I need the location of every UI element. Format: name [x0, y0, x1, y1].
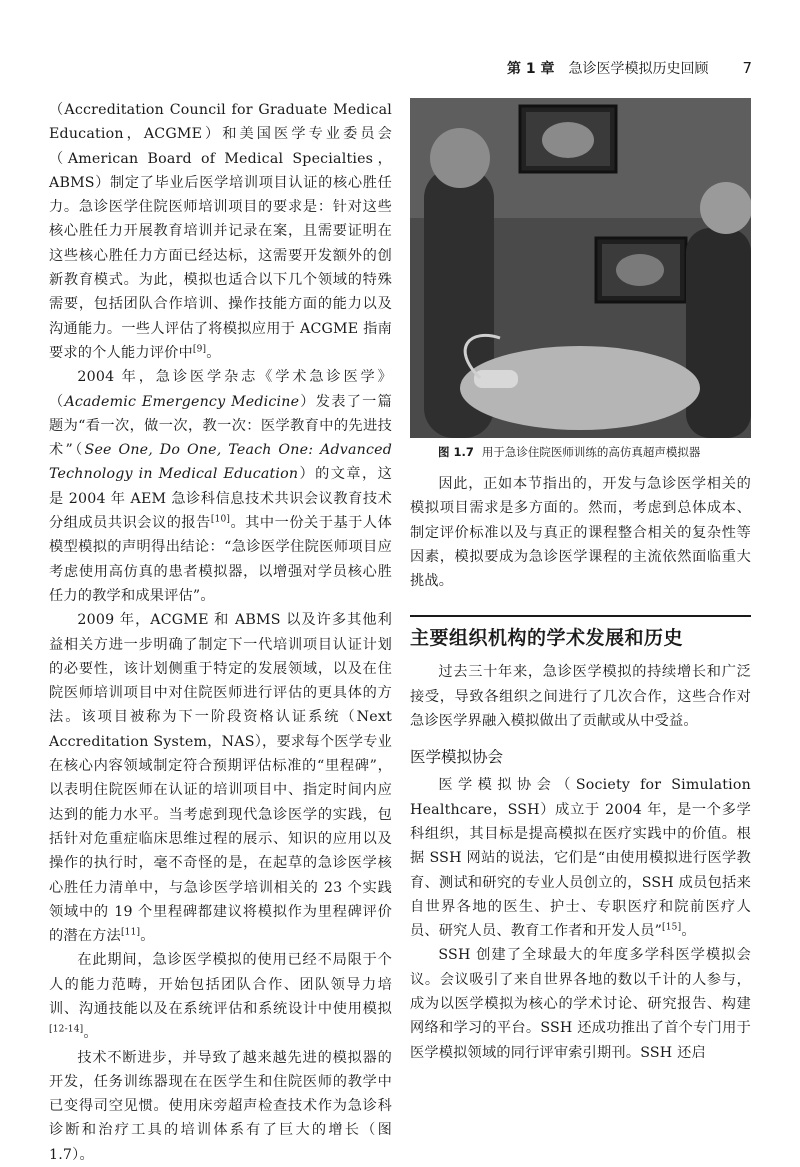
- paragraph-text: 。其中一份关于基于人体模型模拟的声明得出结论：“急诊医学住院医师项目应考虑使用高仿真的患者模拟器，以增强对学员核心胜任力的教学和成果评估”。: [49, 515, 392, 604]
- paragraph-text: ）发表了一篇题为“看一次，做一次，教一次：医学教育中的先进技术”（: [49, 393, 393, 459]
- paragraph: 技术不断进步，并导致了越来越先进的模拟器的开发，任务训练器现在在医学生和住院医师的教学中已变得司空见惯。使用床旁超声检查技术作为急诊科诊断和治疗工具的培训体系有了巨大的增长（图 1.7）。: [49, 1049, 392, 1163]
- running-head: [40, 56, 752, 80]
- paragraph-end: 。: [140, 928, 155, 945]
- figure-label: 图 1.7: [438, 445, 474, 459]
- subsection-heading: 医学模拟协会: [410, 748, 504, 767]
- paragraph-text: （Accreditation Council for Graduate Medical Education，ACGME）和美国医学专业委员会（American Board of Medical Specialties，ABMS）制定了毕业后医学培训项目认证的核心胜任力。急诊医学住院医师培训项目的要求是：针对这些核心胜任力开展教育培训并记录在案，且需要证明在这些核心胜任力方面已经达标，这需要开发额外的创新教育模式。为此，模拟也适合以下几个领域的特殊需要，包括团队合作培训、操作技能方面的能力以及沟通能力。一些人评估了将模拟应用于 ACGME 指南要求的个人能力评价中: [49, 102, 392, 361]
- paragraph-text: 医学模拟协会（Society for Simulation Healthcare，SSH）成立于 2004 年，是一个多学科组织，其目标是提高模拟在医疗实践中的价值。根据 SSH 网站的说法，它们是“由使用模拟进行医学教育、测试和研究的专业人员创立的，SSH 成员包括来自世界各地的医生、护士、专职医疗和院前医疗人员、研究人员、教育工作者和开发人员”: [410, 777, 751, 940]
- paragraph: [49, 948, 392, 1045]
- journal-name-en: Academic Emergency Medicine: [64, 393, 300, 410]
- left-column: [49, 98, 392, 1167]
- clinician-right: [686, 228, 751, 438]
- paragraph: [410, 773, 751, 943]
- paragraph: [49, 365, 392, 608]
- paragraph-end: 。: [206, 344, 221, 361]
- chapter-number: 第 1 章: [506, 61, 555, 77]
- paragraph-text: ）的文章，这是 2004 年 AEM 急诊科信息技术共识会议教育技术分组成员共识会议的报告: [49, 466, 393, 532]
- article-title-en: See One, Do One, Teach One: Advanced Technology in Medical Education: [49, 442, 392, 483]
- paragraph: SSH 创建了全球最大的年度多学科医学模拟会议。会议吸引了来自世界各地的数以千计的人参与，成为以医学模拟为核心的学术讨论、研究报告、构建网络和学习的平台。SSH 还成功推出了首个专门用于医学模拟领域的同行评审索引期刊。SSH 还启: [410, 947, 751, 1061]
- ultrasound-probe: [474, 370, 518, 388]
- ultrasound-simulator-photo: [410, 98, 751, 438]
- paragraph: [49, 98, 392, 365]
- paragraph: [49, 608, 392, 948]
- paragraph: 过去三十年来，急诊医学模拟的持续增长和广泛接受，导致各组织之间进行了几次合作，这些合作对急诊医学界融入模拟做出了贡献或从中受益。: [410, 664, 751, 730]
- section-heading: 主要组织机构的学术发展和历史: [410, 615, 751, 650]
- citation: [9]: [192, 344, 207, 355]
- figure-caption: [438, 444, 751, 460]
- paragraph-text: 在此期间，急诊医学模拟的使用已经不局限于个人的能力范畴，开始包括团队合作、团队领导力培训、沟通技能以及在系统评估和系统设计中使用模拟: [49, 952, 392, 1017]
- chapter-title: 急诊医学模拟历史回顾: [568, 61, 709, 77]
- right-column: [410, 98, 751, 1065]
- paragraph-text: 2004 年，急诊医学杂志《学术急诊医学》（: [49, 369, 392, 410]
- citation: [12-14]: [49, 1024, 84, 1035]
- citation: [15]: [662, 922, 682, 933]
- figure-caption-text: 用于急诊住院医师训练的高仿真超声模拟器: [481, 445, 701, 459]
- page-number: 7: [742, 59, 752, 77]
- paragraph-text: 2009 年，ACGME 和 ABMS 以及许多其他利益相关方进一步明确了制定下一代培训项目认证计划的必要性，该计划侧重于特定的发展领域，以及在住院医师培训项目中对住院医师进行评估的更具体的方法。该项目被称为下一阶段资格认证系统（Next Accreditation System，NAS），要求每个医学专业在核心内容领域制定符合预期评估标准的“里程碑”，以表明住院医师在认证的培训项目中、指定时间内应达到的能力水平。当考虑到现代急诊医学的实践，包括针对危重症临床思维过程的展示、知识的应用以及操作的执行时，毫不奇怪的是，在起草的急诊医学核心胜任力清单中，与急诊医学培训相关的 23 个实践领域中的 19 个里程碑都建议将模拟作为里程碑评价的潜在方法: [49, 612, 392, 945]
- paragraph-end: 。: [83, 1025, 98, 1042]
- paragraph-end: 。: [681, 923, 696, 940]
- paragraph: 因此，正如本节指出的，开发与急诊医学相关的模拟项目需求是多方面的。然而，考虑到总体成本、制定评价标准以及与真正的课程整合相关的复杂性等因素，模拟要成为急诊医学课程的主流依然面临重大挑战。: [410, 476, 751, 590]
- citation: [10]: [210, 514, 231, 525]
- figure-photo: [410, 98, 751, 438]
- citation: [11]: [120, 927, 141, 938]
